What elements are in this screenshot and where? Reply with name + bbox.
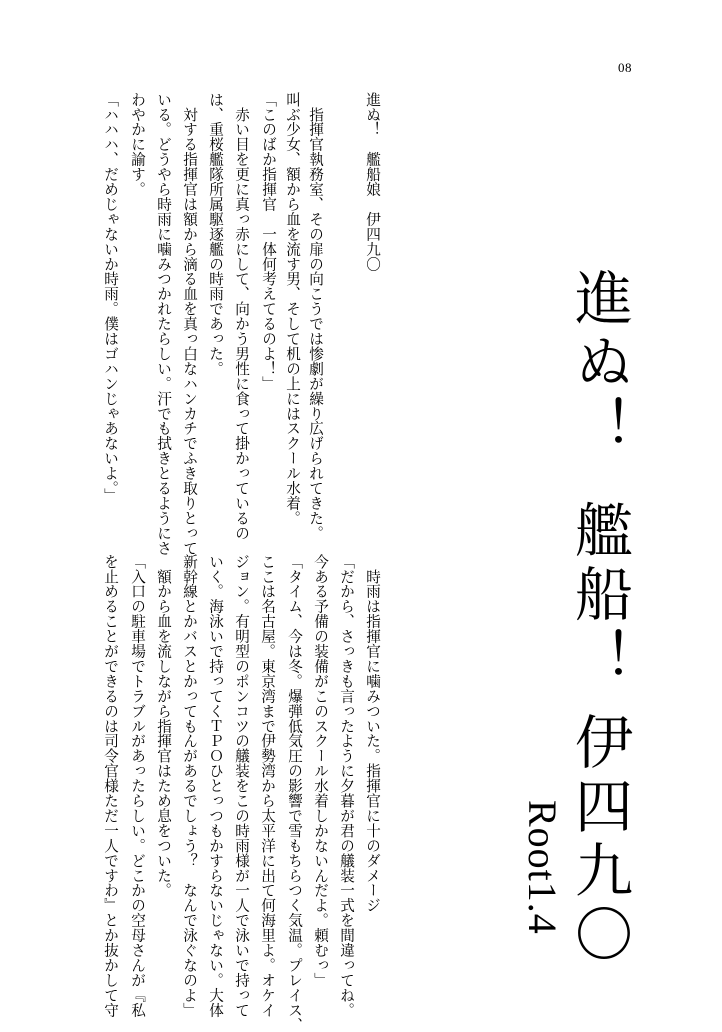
- text-line: 指揮官執務室、その扉の向こうでは惨劇が繰り広げられてきた。: [307, 92, 324, 541]
- text-line: を止めることができるのは司令官様ただ一人ですわ』とか抜かして守: [102, 554, 119, 1018]
- text-line: 今ある予備の装備がこのスクール水着しかないんだよ。頼むっ」: [312, 554, 329, 988]
- text-line: 新幹線とかバスとかってもんがあるでしょう？ なんで泳ぐなのよ」: [181, 554, 198, 1018]
- text-line: いる。どうやら時雨に噛みつかれたらしい。汗でも拭きとるようにさ: [155, 92, 172, 556]
- text-line: いく。海泳いで持ってくＴＰＯひとっつもかすらないじゃない。大体: [207, 554, 224, 1018]
- text-line: 対する指揮官は額から滴る血を真っ白なハンカチでふき取りとって: [181, 92, 198, 556]
- text-line: 叫ぶ少女、額から血を流す男、そして机の上にはスクール水着。: [284, 92, 301, 526]
- text-line: 「だから、さっきも言ったように夕暮が君の艤装一式を間違ってね。: [338, 554, 355, 1018]
- text-line: は、重桜艦隊所属駆逐艦の時雨であった。: [207, 92, 224, 377]
- title-part-2: 艦船！: [565, 500, 633, 692]
- title-part-3: 伊四九〇: [565, 712, 633, 968]
- text-line: 赤い目を更に真っ赤にして、向かう男性に食って掛かっているの: [233, 92, 250, 541]
- text-line: 時雨は指揮官に噛みついた。指揮官に十のダメージ: [364, 554, 381, 913]
- text-line: ジョン。有明型のポンコツの艤装をこの時雨様が一人で泳いで持って: [233, 554, 250, 1018]
- text-line: 「タイム、今は冬。爆弾低気圧の影響で雪もちらつく気温。プレイス、: [286, 554, 303, 1032]
- text-line: わやかに諭す。: [129, 92, 146, 197]
- page-number: 08: [618, 60, 632, 75]
- text-line: 進ぬ！ 艦船娘 伊四九〇: [364, 92, 381, 272]
- text-line: 「ハハハ、だめじゃないか時雨。僕はゴハンじゃあないよ。」: [102, 92, 119, 504]
- root-label: Root1.4: [520, 800, 565, 935]
- text-line: ここは名古屋。東京湾まで伊勢湾から太平洋に出て何海里よ。オケイ: [259, 554, 276, 1018]
- title-part-1: 進ぬ！: [565, 268, 633, 460]
- text-line: 「このばか指揮官 一体何考えてるのよ！」: [260, 92, 277, 391]
- text-line: 「入口の駐車場でトラブルがあったらしい。どこかの空母さんが『私: [129, 554, 146, 1018]
- text-line: 額から血を流しながら指揮官はため息をついた。: [155, 554, 172, 898]
